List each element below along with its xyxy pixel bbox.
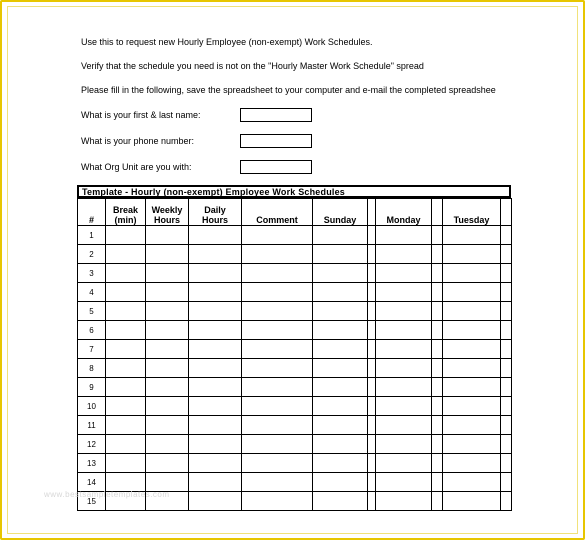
schedule-cell[interactable] — [189, 321, 242, 340]
schedule-cell[interactable] — [146, 245, 189, 264]
schedule-cell[interactable] — [376, 359, 432, 378]
table-row — [78, 435, 512, 454]
schedule-cell[interactable] — [501, 245, 512, 264]
schedule-cell[interactable] — [501, 321, 512, 340]
schedule-cell[interactable] — [189, 454, 242, 473]
row-number: 13 — [78, 454, 106, 473]
schedule-cell[interactable] — [146, 473, 189, 492]
schedule-cell[interactable] — [443, 454, 501, 473]
table-row — [78, 245, 512, 264]
schedule-cell[interactable] — [501, 473, 512, 492]
schedule-cell[interactable] — [313, 359, 368, 378]
schedule-cell[interactable] — [189, 492, 242, 511]
schedule-cell[interactable] — [189, 378, 242, 397]
header-weekly-hours: Weekly Hours — [146, 199, 189, 226]
schedule-cell[interactable] — [376, 283, 432, 302]
header-daily-hours: Daily Hours — [189, 199, 242, 226]
header-break: Break (min) — [106, 199, 146, 226]
row-number: 2 — [78, 245, 106, 264]
schedule-cell[interactable] — [106, 302, 146, 321]
schedule-cell[interactable] — [313, 283, 368, 302]
header-sunday: Sunday — [313, 199, 368, 226]
schedule-cell[interactable] — [189, 397, 242, 416]
schedule-cell[interactable] — [242, 302, 313, 321]
schedule-cell[interactable] — [313, 321, 368, 340]
schedule-cell[interactable] — [106, 359, 146, 378]
schedule-cell[interactable] — [106, 340, 146, 359]
schedule-cell[interactable] — [368, 340, 376, 359]
schedule-cell[interactable] — [106, 245, 146, 264]
schedule-cell[interactable] — [313, 302, 368, 321]
schedule-cell[interactable] — [432, 435, 443, 454]
schedule-cell[interactable] — [432, 416, 443, 435]
name-question-label: What is your first & last name: — [81, 110, 201, 120]
row-number: 5 — [78, 302, 106, 321]
schedule-cell[interactable] — [368, 492, 376, 511]
schedule-cell[interactable] — [313, 473, 368, 492]
schedule-cell[interactable] — [368, 454, 376, 473]
schedule-cell[interactable] — [313, 378, 368, 397]
schedule-cell[interactable] — [313, 264, 368, 283]
schedule-cell[interactable] — [242, 397, 313, 416]
schedule-cell[interactable] — [106, 378, 146, 397]
schedule-cell[interactable] — [106, 264, 146, 283]
schedule-table — [77, 198, 512, 511]
schedule-cell[interactable] — [106, 226, 146, 245]
schedule-cell[interactable] — [443, 226, 501, 245]
schedule-cell[interactable] — [313, 397, 368, 416]
org-input-box[interactable] — [240, 160, 312, 174]
table-row — [78, 454, 512, 473]
schedule-cell[interactable] — [242, 492, 313, 511]
schedule-cell[interactable] — [432, 454, 443, 473]
row-number: 14 — [78, 473, 106, 492]
schedule-cell[interactable] — [368, 416, 376, 435]
schedule-cell[interactable] — [432, 340, 443, 359]
schedule-cell[interactable] — [146, 397, 189, 416]
intro-line-2: Verify that the schedule you need is not on the "Hourly Master Work Schedule" spread — [81, 61, 424, 71]
schedule-cell[interactable] — [189, 416, 242, 435]
schedule-cell[interactable] — [313, 416, 368, 435]
schedule-cell[interactable] — [376, 378, 432, 397]
schedule-cell[interactable] — [376, 245, 432, 264]
header-num: # — [78, 199, 106, 226]
schedule-cell[interactable] — [106, 283, 146, 302]
schedule-cell[interactable] — [368, 321, 376, 340]
header-tuesday: Tuesday — [443, 199, 501, 226]
schedule-cell[interactable] — [376, 416, 432, 435]
schedule-cell[interactable] — [368, 226, 376, 245]
schedule-cell[interactable] — [443, 245, 501, 264]
schedule-cell[interactable] — [501, 416, 512, 435]
table-row — [78, 283, 512, 302]
schedule-cell[interactable] — [376, 264, 432, 283]
schedule-cell[interactable] — [432, 397, 443, 416]
schedule-cell[interactable] — [146, 321, 189, 340]
schedule-cell[interactable] — [443, 492, 501, 511]
schedule-cell[interactable] — [146, 454, 189, 473]
schedule-cell[interactable] — [432, 492, 443, 511]
schedule-cell[interactable] — [146, 302, 189, 321]
schedule-cell[interactable] — [432, 359, 443, 378]
schedule-cell[interactable] — [242, 473, 313, 492]
row-number: 4 — [78, 283, 106, 302]
schedule-cell[interactable] — [432, 264, 443, 283]
header-tuesday-narrow — [501, 199, 512, 226]
schedule-cell[interactable] — [242, 454, 313, 473]
schedule-cell[interactable] — [189, 283, 242, 302]
schedule-cell[interactable] — [146, 416, 189, 435]
schedule-cell[interactable] — [242, 416, 313, 435]
schedule-cell[interactable] — [501, 454, 512, 473]
name-input-box[interactable] — [240, 108, 312, 122]
table-row — [78, 397, 512, 416]
schedule-cell[interactable] — [368, 359, 376, 378]
schedule-cell[interactable] — [146, 264, 189, 283]
schedule-cell[interactable] — [432, 245, 443, 264]
header-monday-narrow — [432, 199, 443, 226]
schedule-cell[interactable] — [432, 321, 443, 340]
schedule-cell[interactable] — [376, 397, 432, 416]
schedule-cell[interactable] — [432, 283, 443, 302]
schedule-cell[interactable] — [189, 435, 242, 454]
row-number: 8 — [78, 359, 106, 378]
row-number: 11 — [78, 416, 106, 435]
schedule-cell[interactable] — [146, 435, 189, 454]
schedule-cell[interactable] — [106, 321, 146, 340]
schedule-cell[interactable] — [242, 245, 313, 264]
watermark-text: www.bestsampletemplates.com — [44, 490, 170, 499]
schedule-cell[interactable] — [501, 359, 512, 378]
schedule-cell[interactable] — [146, 359, 189, 378]
row-number: 7 — [78, 340, 106, 359]
table-row — [78, 473, 512, 492]
schedule-cell[interactable] — [106, 435, 146, 454]
schedule-cell[interactable] — [368, 283, 376, 302]
schedule-cell[interactable] — [501, 492, 512, 511]
schedule-cell[interactable] — [443, 321, 501, 340]
schedule-cell[interactable] — [501, 264, 512, 283]
schedule-cell[interactable] — [313, 226, 368, 245]
table-row — [78, 302, 512, 321]
schedule-cell[interactable] — [443, 283, 501, 302]
table-row — [78, 340, 512, 359]
row-number: 12 — [78, 435, 106, 454]
schedule-cell[interactable] — [146, 283, 189, 302]
schedule-cell[interactable] — [501, 340, 512, 359]
schedule-cell[interactable] — [189, 302, 242, 321]
schedule-cell[interactable] — [146, 226, 189, 245]
schedule-cell[interactable] — [443, 473, 501, 492]
schedule-cell[interactable] — [376, 435, 432, 454]
schedule-cell[interactable] — [443, 264, 501, 283]
schedule-cell[interactable] — [313, 435, 368, 454]
schedule-cell[interactable] — [443, 416, 501, 435]
schedule-cell[interactable] — [106, 454, 146, 473]
schedule-cell[interactable] — [443, 340, 501, 359]
schedule-cell[interactable] — [443, 302, 501, 321]
schedule-cell[interactable] — [368, 264, 376, 283]
row-number: 6 — [78, 321, 106, 340]
table-row — [78, 264, 512, 283]
schedule-cell[interactable] — [376, 302, 432, 321]
table-header-row — [78, 199, 512, 226]
schedule-cell[interactable] — [106, 416, 146, 435]
intro-line-1: Use this to request new Hourly Employee (non-exempt) Work Schedules. — [81, 37, 373, 47]
schedule-cell[interactable] — [368, 397, 376, 416]
schedule-cell[interactable] — [189, 226, 242, 245]
schedule-cell[interactable] — [189, 245, 242, 264]
schedule-cell[interactable] — [368, 473, 376, 492]
phone-question-label: What is your phone number: — [81, 136, 195, 146]
schedule-cell[interactable] — [368, 302, 376, 321]
row-number: 15 — [78, 492, 106, 511]
table-row — [78, 359, 512, 378]
org-question-label: What Org Unit are you with: — [81, 162, 192, 172]
table-row — [78, 226, 512, 245]
schedule-cell[interactable] — [242, 378, 313, 397]
schedule-cell[interactable] — [242, 359, 313, 378]
schedule-cell[interactable] — [376, 321, 432, 340]
schedule-cell[interactable] — [106, 473, 146, 492]
schedule-cell[interactable] — [313, 245, 368, 264]
header-monday: Monday — [376, 199, 432, 226]
schedule-cell[interactable] — [146, 378, 189, 397]
schedule-cell[interactable] — [432, 302, 443, 321]
schedule-cell[interactable] — [443, 359, 501, 378]
table-row — [78, 321, 512, 340]
intro-line-3: Please fill in the following, save the spreadsheet to your computer and e-mail the completed spreadshee — [81, 85, 496, 95]
phone-input-box[interactable] — [240, 134, 312, 148]
schedule-cell[interactable] — [189, 473, 242, 492]
schedule-cell[interactable] — [501, 302, 512, 321]
schedule-cell[interactable] — [242, 264, 313, 283]
schedule-cell[interactable] — [443, 397, 501, 416]
row-number: 10 — [78, 397, 106, 416]
schedule-cell[interactable] — [376, 473, 432, 492]
schedule-cell[interactable] — [368, 435, 376, 454]
schedule-cell[interactable] — [443, 435, 501, 454]
row-number: 9 — [78, 378, 106, 397]
schedule-cell[interactable] — [432, 378, 443, 397]
schedule-cell[interactable] — [501, 226, 512, 245]
schedule-cell[interactable] — [432, 473, 443, 492]
schedule-cell[interactable] — [189, 264, 242, 283]
schedule-cell[interactable] — [368, 245, 376, 264]
schedule-cell[interactable] — [106, 397, 146, 416]
schedule-cell[interactable] — [189, 359, 242, 378]
schedule-cell[interactable] — [501, 283, 512, 302]
schedule-cell[interactable] — [501, 397, 512, 416]
table-row — [78, 416, 512, 435]
schedule-cell[interactable] — [313, 340, 368, 359]
schedule-cell[interactable] — [242, 435, 313, 454]
schedule-cell[interactable] — [146, 340, 189, 359]
schedule-cell[interactable] — [242, 321, 313, 340]
schedule-cell[interactable] — [242, 340, 313, 359]
schedule-cell[interactable] — [443, 378, 501, 397]
schedule-cell[interactable] — [376, 492, 432, 511]
header-comment: Comment — [242, 199, 313, 226]
schedule-cell[interactable] — [501, 435, 512, 454]
schedule-cell[interactable] — [376, 226, 432, 245]
schedule-cell[interactable] — [432, 226, 443, 245]
schedule-cell[interactable] — [313, 454, 368, 473]
header-sunday-narrow — [368, 199, 376, 226]
schedule-cell[interactable] — [501, 378, 512, 397]
table-row — [78, 378, 512, 397]
row-number: 1 — [78, 226, 106, 245]
schedule-cell[interactable] — [368, 378, 376, 397]
schedule-cell[interactable] — [313, 492, 368, 511]
schedule-cell[interactable] — [242, 283, 313, 302]
schedule-table-title: Template - Hourly (non-exempt) Employee Work Schedules — [77, 185, 511, 198]
schedule-cell[interactable] — [189, 340, 242, 359]
schedule-cell[interactable] — [376, 454, 432, 473]
schedule-cell[interactable] — [376, 340, 432, 359]
schedule-cell[interactable] — [242, 226, 313, 245]
row-number: 3 — [78, 264, 106, 283]
